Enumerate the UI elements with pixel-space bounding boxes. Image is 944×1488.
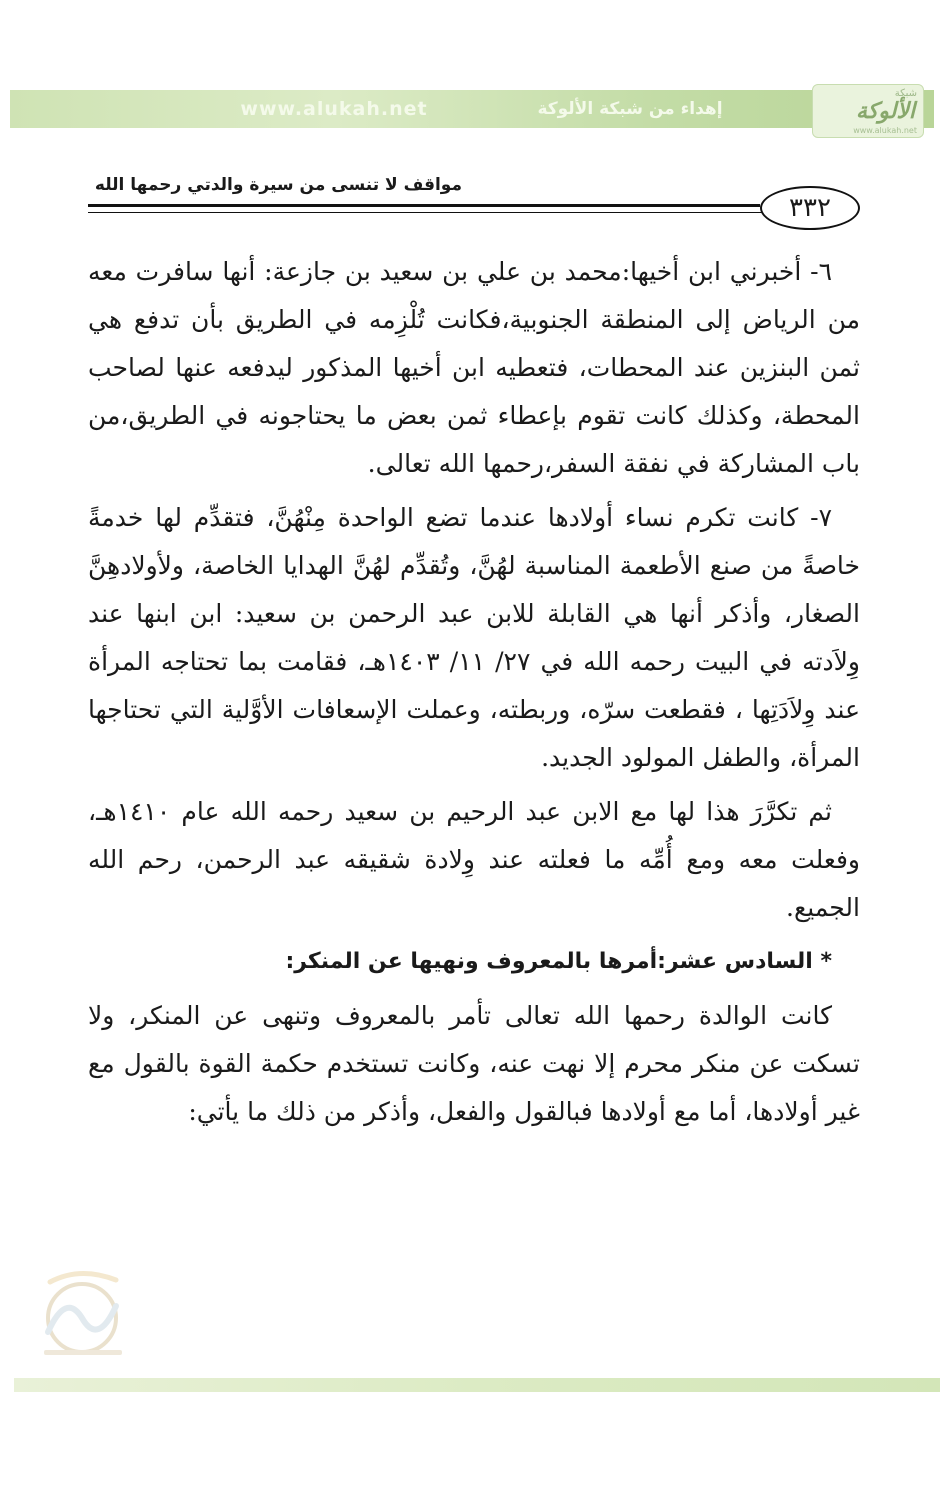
banner-gift-text: إهداء من شبكة الألوكة (537, 99, 723, 119)
alukah-logo (812, 84, 924, 138)
section-heading: * السادس عشر:أمرها بالمعروف ونهيها عن المنكر: (285, 949, 832, 974)
bottom-banner (14, 1378, 940, 1392)
watermark-logo-icon (20, 1262, 142, 1358)
paragraph-7-continued: ثم تكرَّرَ هذا لها مع الابن عبد الرحيم بن سعيد رحمه الله عام ١٤١٠هـ، وفعلت معه ومع أُمِّه ما فعلته عند وِلادة شقيقه عبد الرحمن، رحم الله الجميع. (88, 797, 860, 922)
top-banner (10, 90, 934, 128)
running-header-title: مواقف لا تنسى من سيرة والدتي رحمها الله (94, 175, 462, 195)
page-body (88, 248, 860, 1142)
paragraph-section-16: كانت الوالدة رحمها الله تعالى تأمر بالمعروف وتنهى عن المنكر، ولا تسكت عن منكر محرم إلا نهت عنه، وكانت تستخدم حكمة القوة بالقول مع غير أولادها، أما مع أولادها فبالقول والفعل، وأذكر من ذلك ما يأتي: (88, 1001, 860, 1126)
banner-url[interactable]: www.alukah.net (240, 98, 428, 120)
logo-top-text: شبكة (894, 88, 917, 99)
header-rule-thick (88, 204, 760, 207)
logo-name: الألوكة (856, 99, 915, 124)
logo-url: www.alukah.net (853, 126, 917, 135)
paragraph-7: ٧- كانت تكرم نساء أولادها عندما تضع الواحدة مِنْهُنَّ، فتقدِّم لها خدمةً خاصةً من صنع الأطعمة المناسبة لهُنَّ، وتُقدِّم لهُنَّ الهدايا الخاصة، ولأولادهِنَّ الصغار، وأذكر أنها هي القابلة للابن عبد الرحمن بن سعيد: ابن ابنها عند وِلاَدته في البيت رحمه الله في ٢٧/ ١١/ ١٤٠٣هـ، فقامت بما تحتاجه المرأة عند وِلاَدَتِها ، فقطعت سرّه، وربطته، وعملت الإسعافات الأوَّلية التي تحتاجها المرأة، والطفل المولود الجديد. (88, 503, 860, 772)
header-rule-thin (88, 212, 764, 213)
paragraph-6: ٦- أخبرني ابن أخيها:محمد بن علي بن سعيد بن جازعة: أنها سافرت معه من الرياض إلى المنطقة الجنوبية،فكانت تُلْزِمه في الطريق بأن تدفع هي ثمن البنزين عند المحطات، فتعطيه ابن أخيها المذكور ليدفعه عنها لصاحب المحطة، وكذلك كانت تقوم بإعطاء ثمن بعض ما يحتاجونه في الطريق،من باب المشاركة في نفقة السفر،رحمها الله تعالى. (88, 257, 860, 478)
page-number: ٣٣٢ (760, 186, 860, 230)
